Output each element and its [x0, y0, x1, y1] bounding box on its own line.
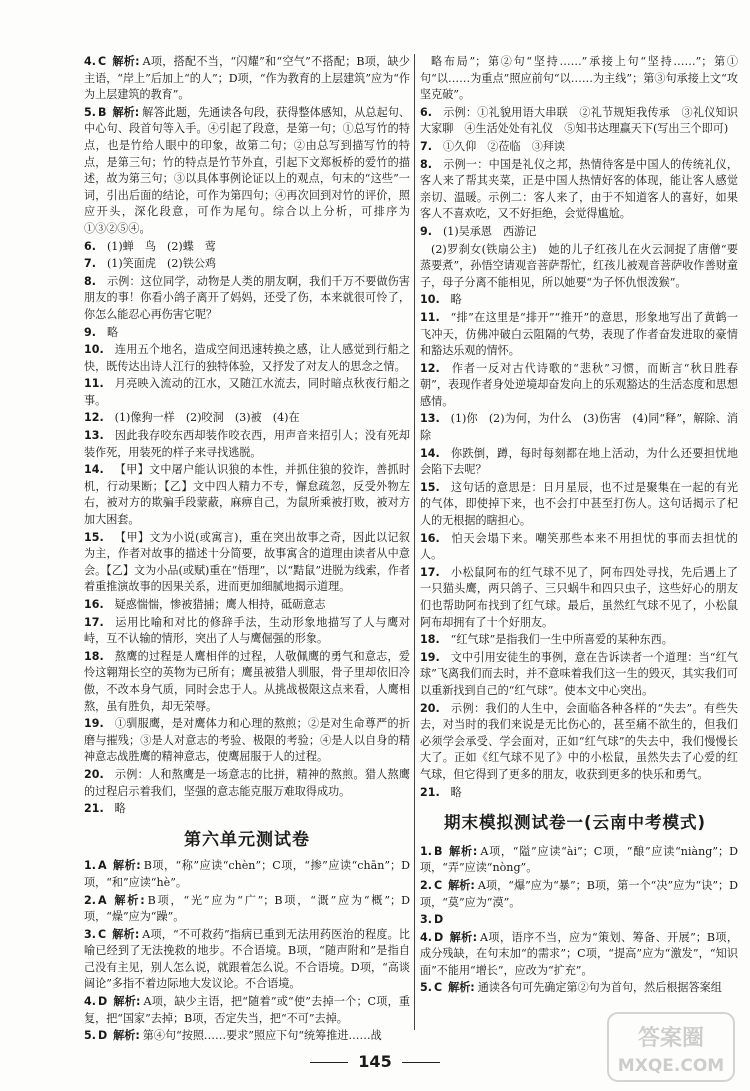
item-answer: B	[97, 105, 107, 119]
answer-item	[84, 927, 410, 993]
answer-item	[84, 801, 410, 818]
item-text: 作者一反对古代诗歌的“悲秋”习惯，而断言“秋日胜春朝”，表现作者身处逆境却奋发向上的乐观豁达的生活态度和思想感情。	[420, 361, 738, 408]
item-answer: A	[97, 893, 107, 907]
item-number: 15.	[420, 480, 440, 494]
item-number: 2.	[84, 893, 96, 907]
answer-item	[84, 649, 410, 715]
answer-item	[84, 239, 410, 256]
page-number-rule-left	[310, 1062, 348, 1063]
answer-item	[420, 105, 738, 138]
item-text: ①久仰 ②莅临 ③拜读	[442, 139, 565, 153]
item-text: B项，“称”应读“chèn”；C项，“掺”应读“chān”；D项，“和”应读“hè”。	[84, 859, 411, 889]
item-text: 略	[450, 293, 462, 307]
svg-text:MXQE.COM: MXQE.COM	[617, 1056, 725, 1076]
item-text: A项，搭配不当，“闪耀”和“空气”不搭配；B项，缺少主语，“岸上”后加上“的人”；D项，“作为教育的上层建筑”应为“作为上层建筑的教育”。	[84, 55, 410, 102]
watermark-logo	[606, 1011, 736, 1083]
item-text: 怕天会塌下来。嘲笑那些本来不用担忧的事而去担忧的人。	[420, 531, 738, 562]
item-text: 运用比喻和对比的修辞手法，生动形象地描写了人与鹰对峙，互不认输的情形，突出了人与鹰倔强的形象。	[84, 615, 410, 646]
item-number: 6.	[420, 105, 432, 119]
answer-item	[84, 105, 410, 238]
item-number: 17.	[420, 565, 440, 579]
answer-item	[84, 325, 410, 342]
item-text: 略	[114, 802, 126, 816]
answer-item	[84, 1028, 410, 1045]
answer-item	[420, 785, 738, 802]
item-number: 6.	[84, 239, 96, 253]
item-number: 9.	[420, 224, 432, 238]
item-text: A项，“爆”应为“暴”；B项，第一个“决”应为“诀”；D项，“莫”应为“漠”。	[420, 878, 739, 909]
item-number: 16.	[84, 598, 104, 611]
answer-item	[420, 930, 738, 980]
answer-item	[420, 878, 738, 911]
answer-item	[420, 980, 738, 997]
answer-item	[420, 650, 738, 700]
item-number: 1.	[420, 844, 432, 858]
item-explain-label: 解析:	[113, 995, 141, 1009]
item-explain-label: 解析:	[448, 844, 478, 858]
item-text: 示例：我们的人生中，会面临各种各样的“失去”。有些失去，对当时的我们来说是无比伤心的，甚至痛不欲生的，但我们必须学会承受、学会面对，正如“红气球”的失去中，我们慢慢长大了。正如《红气球不见了》中的小松鼠，虽然失去了心爱的红气球，但它得到了更多的朋友，收获到更多的快乐和勇气。	[420, 701, 738, 781]
item-answer: A	[97, 859, 107, 873]
item-number: 14.	[420, 446, 440, 460]
item-number: 5.	[84, 1029, 96, 1043]
item-number: 16.	[420, 531, 440, 545]
item-text: (1)像狗一样 (2)咬洞 (3)被 (4)在	[114, 411, 300, 425]
item-text: 略	[106, 325, 119, 339]
item-text: A项，缺少主语，把“随着”或“使”去掉一个；C项，重复，把“国家”去掉；B项，否定失当，把“不可”去掉。	[84, 995, 410, 1025]
item-text: B项，“光”应为“广”；B项，“溉”应为“概”；D项，“燥”应为“躁”。	[84, 893, 411, 924]
item-text: 你跌倒，蹲，每时每刻都在地上活动，为什么还要担忧地会陷下去呢？	[420, 446, 738, 477]
answer-item	[420, 242, 738, 292]
item-text: (1)笑面虎 (2)铁公鸡	[106, 257, 217, 271]
item-answer: C	[97, 55, 107, 68]
item-text: A项，“不可救药”指病已重到无法用药医治的程度。比喻已经到了无法挽救的地步。不合语境。B项，“随声附和”是指自己没有主见，别人怎么说，就跟着怎么说。不合语境。D项，“高谈阔论”多指不着边际地大发议论。不合语境。	[84, 927, 411, 991]
item-number: 20.	[84, 767, 104, 781]
item-number: 5.	[84, 105, 96, 119]
item-text: 示例：这位同学，动物是人类的朋友啊，我们千万不要做伤害朋友的事！你看小鸽子离开了妈妈，还受了伤，本来就很可怜了，你怎么能忍心再伤害它呢？	[84, 274, 410, 321]
item-answer: C	[433, 878, 443, 892]
item-explain-label: 解析:	[448, 878, 475, 892]
item-text: 月亮映入流动的江水，又随江水流去，同时暗点秋夜行船之事。	[84, 377, 410, 407]
item-number: 7.	[84, 257, 96, 271]
answer-item	[84, 256, 410, 273]
answer-item	[84, 858, 410, 891]
answer-item	[84, 597, 410, 614]
answer-item	[420, 310, 738, 360]
item-number: 2.	[420, 878, 432, 892]
item-number: 13.	[84, 429, 104, 443]
item-number: 7.	[420, 139, 432, 153]
item-text: 【甲】文中屠户能认识狼的本性，并抓住狼的狡诈，善抓时机，行动果断；【乙】文中四人精力不专，懈怠疏忽，反受外物左右，被对方的欺骗手段蒙蔽，麻痹自己，为鼠所乘被打败，被对方加大困套。	[84, 463, 410, 527]
answer-item	[420, 361, 738, 411]
page-number-rule-right	[402, 1062, 440, 1063]
item-number: 8.	[420, 157, 432, 171]
item-text: 疑惑惴惴，惨被猎捕；鹰人相持，砥砺意志	[114, 598, 326, 611]
answer-item	[84, 376, 410, 409]
item-answer: D	[97, 1029, 108, 1043]
item-explain-label: 解析:	[112, 927, 140, 941]
item-text: 示例：①礼貌用语大串联 ②礼节规矩我传承 ③礼仪知识大家聊 ④生活处处有礼仪 ⑤知书达理赢天下(写出三个即可)	[420, 105, 738, 136]
answer-item	[84, 342, 410, 375]
item-number: 12.	[420, 361, 440, 375]
answer-item	[420, 292, 738, 309]
item-text: “排”在这里是“排开”“推开”的意思，形象地写出了黄鹤一飞冲天，仿佛冲破白云阻隔的气势，表现了作者奋发进取的豪情和豁达乐观的情怀。	[420, 310, 738, 358]
svg-text:答案圈: 答案圈	[637, 1026, 705, 1051]
answer-item	[84, 893, 410, 926]
item-text: 文中引用安徒生的事例，意在告诉读者一个道理：当“红气球”飞离我们而去时，并不意味着我们这一生的毁灭，其实我们可以重新找到自己的“红气球”。使本文中心突出。	[420, 650, 738, 697]
item-text: (1)吴承恩 西游记	[442, 224, 537, 238]
item-answer: C	[433, 981, 443, 995]
item-number: 3.	[420, 913, 432, 927]
item-answer: C	[97, 927, 107, 941]
answer-item	[420, 446, 738, 479]
item-text: 通读各句可先确定第②句为首句，然后根据答案组	[477, 981, 722, 995]
item-number: 11.	[420, 310, 440, 324]
item-number: 1.	[84, 859, 96, 873]
item-number: 21.	[84, 802, 104, 816]
item-text: 略	[450, 785, 462, 799]
item-explain-label: 解析:	[113, 1029, 140, 1043]
item-explain-label: 解析:	[449, 930, 478, 944]
answer-item	[420, 480, 738, 530]
item-explain-label: 解析:	[112, 893, 145, 907]
item-text: 小松鼠阿布的红气球不见了，阿布四处寻找，先后遇上了一只猫头鹰，两只鸽子、三只蜗牛和四只虫子，这些好心的朋友们也帮助阿布找到了红气球。最后，虽然红气球不见了，小松鼠阿布却拥有了十个好朋友。	[420, 565, 738, 629]
answer-item	[420, 411, 738, 444]
item-number: 19.	[84, 717, 104, 731]
answer-item	[84, 716, 410, 766]
item-number: 4.	[420, 930, 432, 944]
answer-item	[420, 224, 738, 241]
answer-item	[84, 767, 410, 800]
item-number: 9.	[84, 325, 96, 339]
answer-item	[84, 462, 410, 528]
answer-list-right	[420, 54, 738, 801]
item-number: 20.	[420, 701, 440, 715]
item-answer: D	[433, 913, 444, 927]
item-number: 15.	[84, 530, 104, 544]
item-number: 5.	[420, 981, 432, 995]
item-number: 4.	[84, 995, 96, 1009]
item-answer: D	[433, 930, 444, 944]
item-explain-label: 解析:	[112, 105, 140, 119]
answer-item	[84, 530, 410, 596]
item-explain-label: 解析:	[448, 981, 475, 995]
right-column	[420, 54, 738, 998]
answer-item	[420, 701, 738, 784]
item-text: (2)罗刹女(铁扇公主) 她的儿子红孩儿在火云洞捉了唐僧“要蒸要煮”，孙悟空请观音菩萨帮忙，红孩儿被观音菩萨收作善财童子，母子分离不能相见，所以她要“为子怀仇恨泼猴”。	[420, 242, 738, 289]
answer-item	[84, 410, 410, 427]
item-text: 因此我存咬东西却装作咬衣西，用声音来招引人；没有死却装作死，用装死的样子来寻找逃脱。	[84, 429, 410, 459]
item-text: A项，“隘”应读“ài”；C项，“酿”应读“niàng”；D项，“弄”应读“nòng”。	[420, 844, 739, 875]
answer-item	[420, 157, 738, 223]
item-number: 4.	[84, 55, 96, 68]
answer-item	[84, 428, 410, 461]
answer-item	[420, 531, 738, 564]
item-explain-label: 解析:	[112, 55, 140, 68]
item-text: 这句话的意思是：日月星辰，也不过是聚集在一起的有光的气体，即使掉下来，也不会打中甚至打伤人。这句话揭示了杞人的无根据的瞎担心。	[420, 480, 738, 528]
answer-item	[420, 54, 738, 104]
item-text: 解答此题，先通读各句段，获得整体感知，从总起句、中心句、段首句等入手。④引起了段意，是第一句；①总写竹的特点，也是竹给人眼中的印象，故第二句；②由总写到描写竹的特点，是第三句；竹的特点是竹节外直，引起下文郑板桥的爱竹的描述，故为第三句；③以具体事例论证以上的观点，句末的“这些”一词，引出后面的结论，可作为第四句；④再次回到对竹的评价，照应开头，深化段意，可作为尾句。综合以上分析，可排序为①③②⑤④。	[84, 105, 411, 235]
item-number: 19.	[420, 650, 440, 664]
item-number: 18.	[420, 633, 440, 647]
answer-item	[420, 565, 738, 631]
item-explain-label: 解析:	[112, 859, 141, 873]
answer-list-left	[84, 54, 410, 818]
answer-item	[420, 912, 738, 929]
item-number: 12.	[84, 411, 104, 425]
item-text: 第④句“按照……要求”照应下句“统筹推进……战	[142, 1029, 382, 1043]
answer-item	[84, 994, 410, 1027]
item-number: 10.	[420, 293, 440, 307]
item-text: “红气球”是指我们一生中所喜爱的某种东西。	[450, 633, 673, 647]
answer-item	[420, 139, 738, 156]
answer-item	[420, 632, 738, 649]
answer-item	[84, 615, 410, 648]
answer-item	[420, 844, 738, 877]
item-number: 8.	[84, 274, 96, 288]
page-number-text: 145	[358, 1052, 392, 1071]
item-text: 示例一：中国是礼仪之邦，热情待客是中国人的传统礼仪，客人来了帮其夹菜，正是中国人热情好客的体现，能让客人感觉亲切、温暖。示例二：客人来了，由于不知道客人的喜好，如果客人不喜欢吃，又不好拒绝，会觉得尴尬。	[420, 157, 738, 221]
item-number: 13.	[420, 412, 440, 426]
item-number: 11.	[84, 377, 104, 391]
column-divider	[414, 54, 415, 1030]
item-text: 连用五个地名，造成空间迅速转换之感，让人感觉到行船之快，既传达出诗人江行的独特体验，又抒发了对友人的思念之情。	[84, 343, 410, 373]
item-number: 10.	[84, 343, 104, 357]
item-text: (1)你 (2)为何，为什么 (3)伤害 (4)同“释”，解除、消除	[420, 412, 738, 443]
item-number: 17.	[84, 615, 104, 629]
item-answer: D	[97, 995, 108, 1009]
answer-list-right-b	[420, 844, 738, 997]
item-text: (1)蝉 鸟 (2)蝶 莺	[106, 239, 217, 253]
item-number: 21.	[420, 785, 440, 799]
item-text: 【甲】文为小说(或寓言)，重在突出故事之奇，因此以记叙为主，作者对故事的描述十分简要，故事寓含的道理由读者从中意会。【乙】文为小品(或赋)重在“悟理”，以“黠鼠”进脱为线索，作者着重推演故事的因果关系，进而更加细腻地揭示道理。	[84, 530, 410, 594]
answer-item	[84, 274, 410, 324]
item-number: 18.	[84, 649, 104, 663]
left-column	[84, 54, 410, 1046]
item-text: 熬鹰的过程是人鹰相伴的过程，人敬佩鹰的勇气和意志，爱怜这翱翔长空的英物为已所有；鹰虽被猎人驯服，骨子里却依旧冷傲，不改本身气质，同时会忠于人。从挑战极限这点来看，人鹰相熬，虽有胜负，却无荣辱。	[84, 649, 410, 713]
item-answer: B	[433, 844, 443, 858]
item-text: A项，语序不当，应为“策划、筹备、开展”；B项，成分残缺，在句末加“的需求”；C项，“提高”应为“激发”，“知识面”不能用“增长”，应改为“扩充”。	[420, 930, 738, 977]
item-number: 3.	[84, 927, 96, 941]
answer-item	[84, 54, 410, 104]
section-title-unit6: 第六单元测试卷	[184, 829, 310, 850]
item-text: ①驯服鹰，是对鹰体力和心理的熬煎；②是对生命尊严的折磨与摧残；③是人对意志的考验、极限的考验；④是人以自身的精神意志战胜鹰的精神意志，使鹰屈服于人的过程。	[84, 717, 410, 764]
item-number: 14.	[84, 463, 104, 477]
item-text: 略布局”；第②句“坚持……”承接上句“坚持……”；第①句“以……为重点”照应前句“以……为主线”；第③句承接上文“攻坚克破”。	[420, 55, 738, 102]
section-title-final-exam: 期末模拟测试卷一(云南中考模式)	[443, 813, 707, 833]
answer-list-left-b	[84, 858, 410, 1045]
item-text: 示例：人和熬鹰是一场意志的比拼，精神的熬煎。猎人熬鹰的过程启示着我们，坚强的意志能克服万难取得成功。	[84, 767, 410, 798]
